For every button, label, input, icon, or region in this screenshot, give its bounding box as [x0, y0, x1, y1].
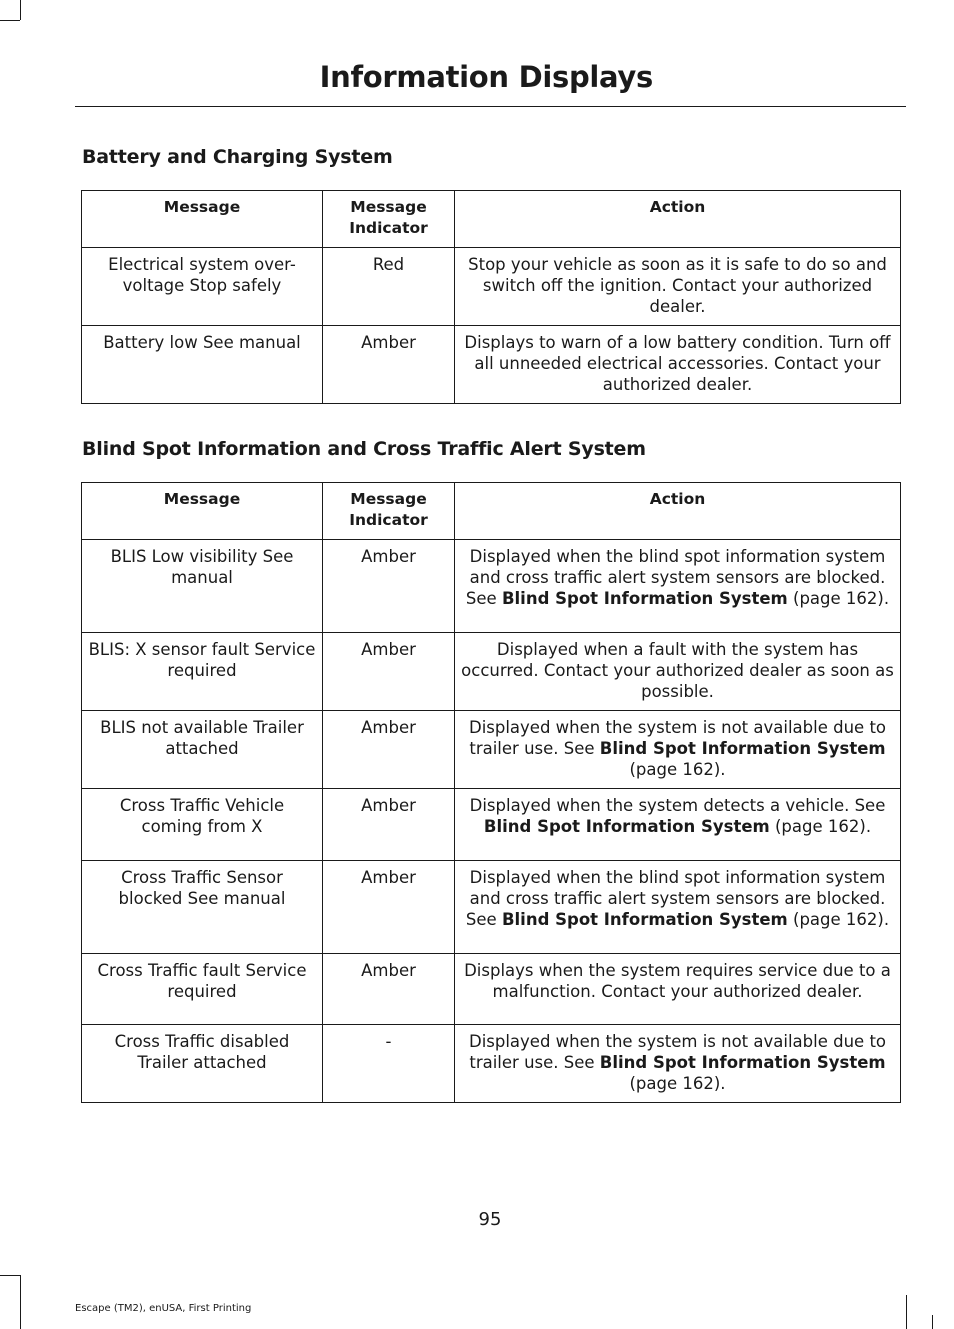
column-header-action: Action: [455, 483, 901, 540]
column-header-message: Message: [82, 483, 323, 540]
action-cell: [455, 1025, 901, 1103]
cross-reference-link[interactable]: Blind Spot Information System: [483, 817, 770, 836]
table-header-row: [82, 191, 901, 248]
crop-mark: [20, 0, 21, 20]
action-cell: [455, 633, 901, 711]
message-cell: BLIS Low visibility See manual: [82, 540, 323, 633]
message-cell: BLIS: X sensor fault Service required: [82, 633, 323, 711]
action-cell: [455, 789, 901, 861]
action-cell: [455, 248, 901, 326]
message-cell: Cross Traffic Sensor blocked See manual: [82, 861, 323, 954]
action-cell: [455, 711, 901, 789]
crop-mark: [932, 1315, 933, 1329]
indicator-cell: Amber: [323, 954, 455, 1025]
message-cell: Cross Traffic disabled Trailer attached: [82, 1025, 323, 1103]
action-text-part: Stop your vehicle as soon as it is safe to do so and switch off the ignition. Contact your authorized dealer.: [468, 255, 887, 316]
indicator-cell: Amber: [323, 711, 455, 789]
column-header-indicator: Message Indicator: [323, 191, 455, 248]
section-heading-blind-spot: Blind Spot Information and Cross Traffic Alert System: [82, 438, 646, 460]
column-header-action: Action: [455, 191, 901, 248]
action-text-part: Displayed when a fault with the system has occurred. Contact your authorized dealer as soon as possible.: [461, 640, 894, 701]
action-text-part: (page 162).: [787, 589, 890, 608]
message-cell: Cross Traffic fault Service required: [82, 954, 323, 1025]
title-rule: [75, 106, 906, 107]
table-row: [82, 711, 901, 789]
footer-printing-info: Escape (TM2), enUSA, First Printing: [75, 1303, 252, 1314]
cross-reference-link[interactable]: Blind Spot Information System: [501, 589, 788, 608]
action-text-part: Displayed when the blind spot information system and cross traffic alert system sensors are blocked. See: [465, 868, 886, 929]
table-row: [82, 1025, 901, 1103]
message-cell: Electrical system over-voltage Stop safely: [82, 248, 323, 326]
action-text-part: Displays when the system requires service due to a malfunction. Contact your authorized dealer.: [464, 961, 891, 1001]
action-text-part: Displayed when the system is not available due to trailer use. See: [468, 718, 887, 758]
indicator-cell: Amber: [323, 326, 455, 404]
indicator-cell: Amber: [323, 789, 455, 861]
action-text-part: Displayed when the system detects a vehicle. See: [469, 796, 886, 815]
cross-reference-link[interactable]: Blind Spot Information System: [599, 1053, 886, 1072]
column-header-indicator: Message Indicator: [323, 483, 455, 540]
crop-mark: [0, 20, 20, 21]
column-header-message: Message: [82, 191, 323, 248]
cross-reference-link[interactable]: Blind Spot Information System: [599, 739, 886, 758]
crop-mark: [20, 1275, 21, 1329]
blind-spot-table: [81, 482, 901, 1103]
action-text-part: (page 162).: [769, 817, 872, 836]
crop-mark: [0, 1275, 20, 1276]
action-cell: [455, 540, 901, 633]
page-title: Information Displays: [319, 60, 653, 94]
indicator-cell: Amber: [323, 633, 455, 711]
indicator-cell: -: [323, 1025, 455, 1103]
action-text-part: (page 162).: [629, 760, 726, 779]
battery-table: [81, 190, 901, 404]
indicator-cell: Red: [323, 248, 455, 326]
section-heading-battery: Battery and Charging System: [82, 146, 393, 168]
table-row: [82, 633, 901, 711]
table-row: [82, 326, 901, 404]
action-text-part: Displays to warn of a low battery condition. Turn off all unneeded electrical accessories. Contact your authorized dealer.: [464, 333, 891, 394]
crop-mark: [906, 1295, 907, 1329]
action-cell: [455, 861, 901, 954]
page-number: 95: [478, 1209, 502, 1230]
message-cell: BLIS not available Trailer attached: [82, 711, 323, 789]
cross-reference-link[interactable]: Blind Spot Information System: [501, 910, 788, 929]
table-row: [82, 789, 901, 861]
table-row: [82, 540, 901, 633]
message-cell: Cross Traffic Vehicle coming from X: [82, 789, 323, 861]
blind-spot-table-body: [82, 540, 901, 1103]
table-row: [82, 954, 901, 1025]
action-cell: [455, 326, 901, 404]
table-row: [82, 248, 901, 326]
indicator-cell: Amber: [323, 540, 455, 633]
action-text-part: (page 162).: [787, 910, 890, 929]
indicator-cell: Amber: [323, 861, 455, 954]
message-cell: Battery low See manual: [82, 326, 323, 404]
table-header-row: [82, 483, 901, 540]
action-text-part: Displayed when the system is not available due to trailer use. See: [468, 1032, 887, 1072]
action-text-part: (page 162).: [629, 1074, 726, 1093]
battery-table-body: [82, 248, 901, 404]
table-row: [82, 861, 901, 954]
action-text-part: Displayed when the blind spot information system and cross traffic alert system sensors are blocked. See: [465, 547, 886, 608]
action-cell: [455, 954, 901, 1025]
